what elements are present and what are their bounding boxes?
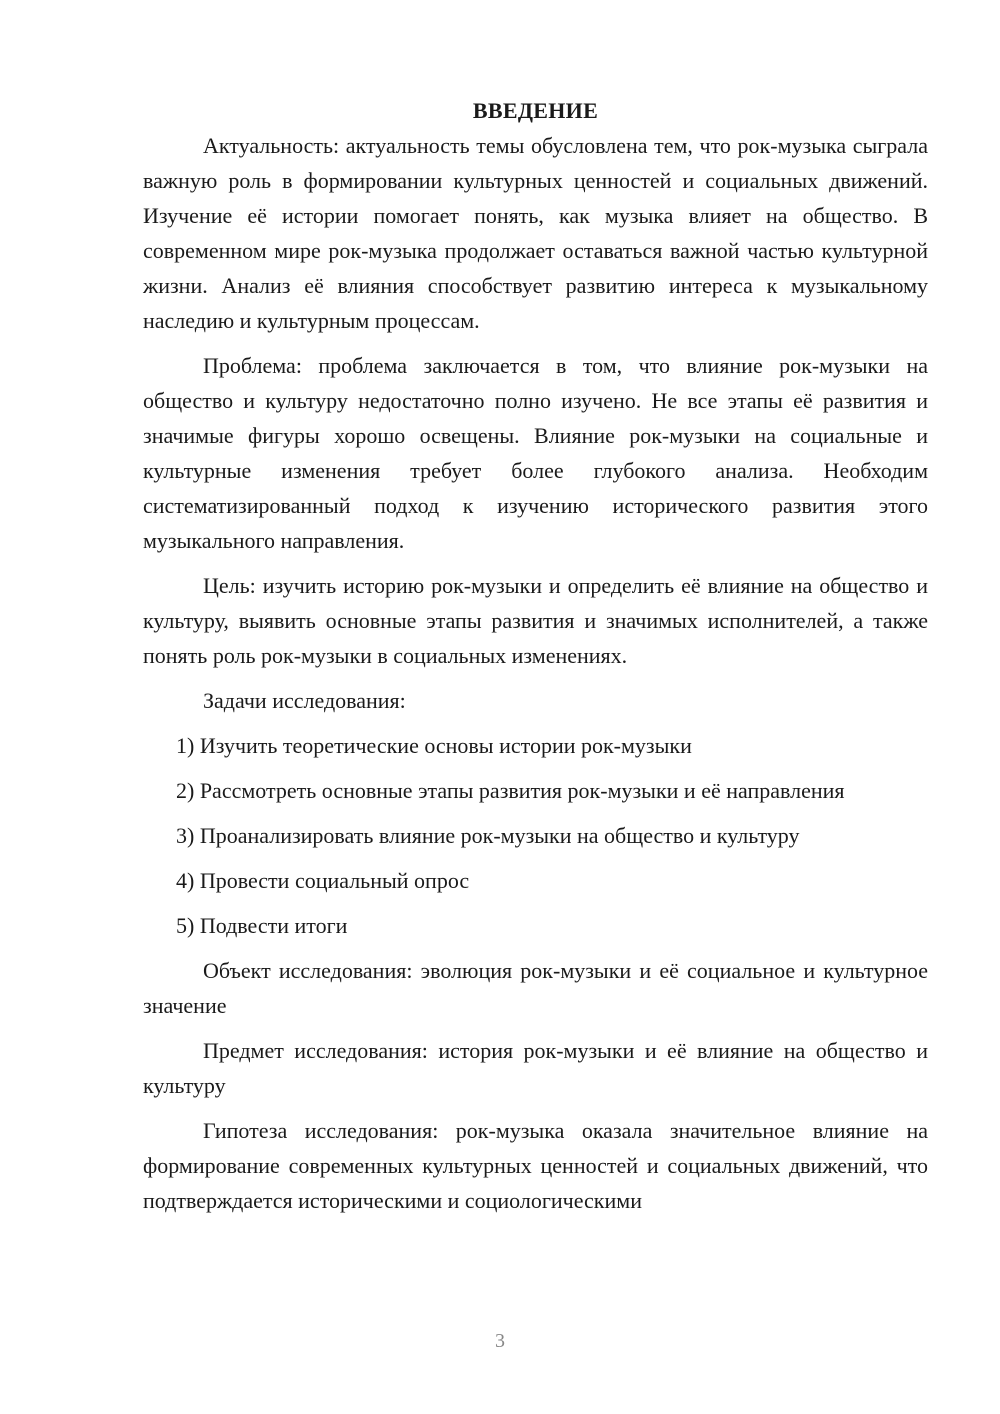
document-page — [143, 96, 928, 1228]
list-item: 2) Рассмотреть основные этапы развития рок-музыки и её направления — [176, 778, 845, 803]
object-paragraph: Объект исследования: эволюция рок-музыки и её социальное и культурное значение — [143, 958, 928, 1018]
list-item: 4) Провести социальный опрос — [176, 868, 470, 893]
page-title: ВВЕДЕНИЕ — [472, 98, 599, 123]
subject-paragraph: Предмет исследования: история рок-музыки и её влияние на общество и культуру — [143, 1038, 928, 1098]
tasks-list — [143, 728, 928, 943]
list-item: 3) Проанализировать влияние рок-музыки на общество и культуру — [176, 823, 800, 848]
goal-paragraph: Цель: изучить историю рок-музыки и определить её влияние на общество и культуру, выявить основные этапы развития и значимых исполнителей, а также понять роль рок-музыки в социальных изменениях. — [143, 573, 928, 668]
tasks-heading: Задачи исследования: — [203, 688, 406, 713]
hypothesis-paragraph: Гипотеза исследования: рок-музыка оказала значительное влияние на формирование современных культурных ценностей и социальных движений, что подтверждается историческими и социологическими — [143, 1118, 928, 1213]
problem-paragraph: Проблема: проблема заключается в том, что влияние рок-музыки на общество и культуру недостаточно полно изучено. Не все этапы её развития и значимые фигуры хорошо освещены. Влияние рок-музыки на социальные и культурные изменения требует более глубокого анализа. Необходим систематизированный подход к изучению исторического развития этого музыкального направления. — [143, 353, 928, 553]
list-item: 5) Подвести итоги — [176, 913, 348, 938]
relevance-paragraph: Актуальность: актуальность темы обусловлена тем, что рок-музыка сыграла важную роль в формировании культурных ценностей и социальных движений. Изучение её истории помогает понять, как музыка влияет на общество. В современном мире рок-музыка продолжает оставаться важной частью культурной жизни. Анализ её влияния способствует развитию интереса к музыкальному наследию и культурным процессам. — [143, 133, 928, 333]
page-number: 3 — [495, 1330, 505, 1352]
list-item: 1) Изучить теоретические основы истории рок-музыки — [176, 733, 692, 758]
